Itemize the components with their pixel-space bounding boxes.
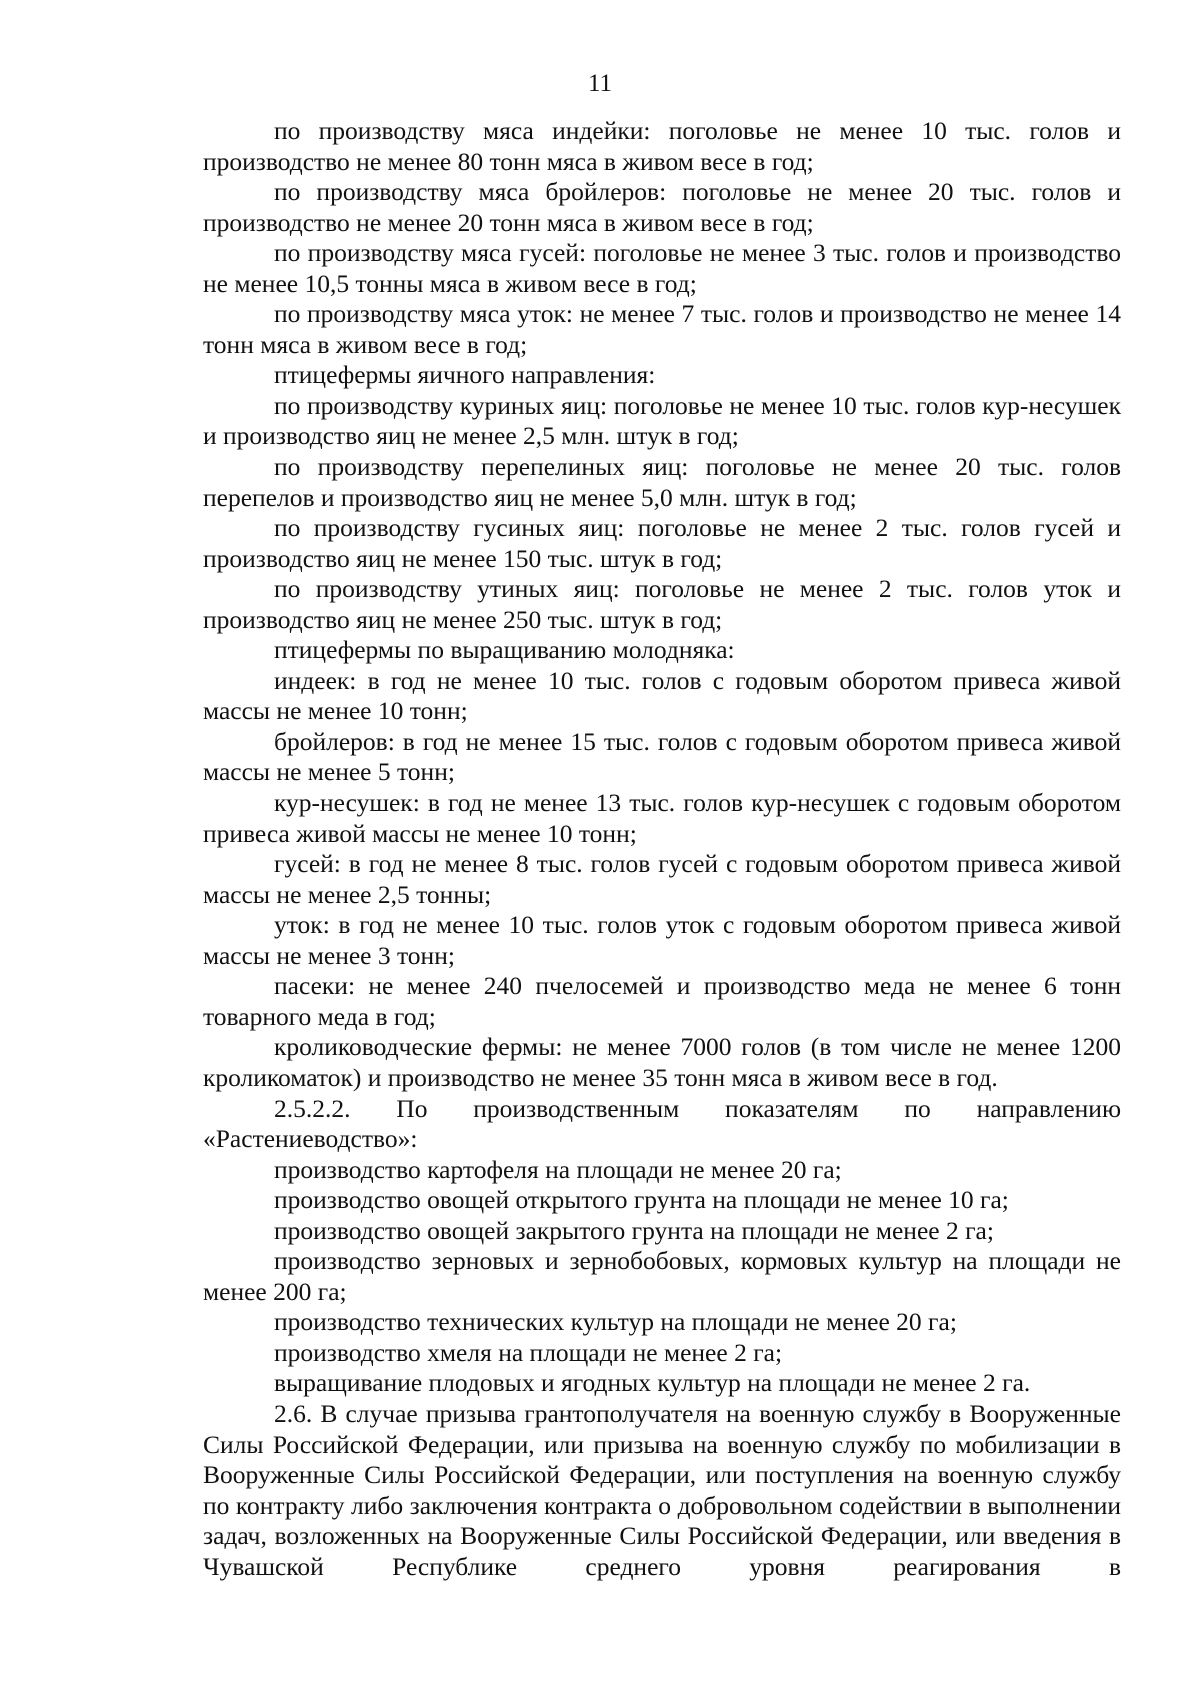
paragraph-rabbit-farms: кролиководческие фермы: не менее 7000 голов (в том числе не менее 1200 кроликоматок) и производство не менее 35 тонн мяса в живом весе в год.: [203, 1032, 1121, 1092]
paragraph-geese: гусей: в год не менее 8 тыс. голов гусей с годовым оборотом привеса живой массы не менее 2,5 тонны;: [203, 849, 1121, 909]
paragraph-grain-crops: производство зерновых и зернобобовых, кормовых культур на площади не менее 200 га;: [203, 1246, 1121, 1306]
paragraph-ducks: уток: в год не менее 10 тыс. голов уток с годовым оборотом привеса живой массы не менее 3 тонн;: [203, 910, 1121, 970]
paragraph-hops: производство хмеля на площади не менее 2 га;: [274, 1337, 783, 1367]
paragraph-quail-eggs: по производству перепелиных яиц: поголовье не менее 20 тыс. голов перепелов и производство яиц не менее 5,0 млн. штук в год;: [203, 452, 1121, 512]
paragraph-open-ground-vegetables: производство овощей открытого грунта на площади не менее 10 га;: [274, 1185, 1009, 1215]
paragraph-broilers: бройлеров: в год не менее 15 тыс. голов с годовым оборотом привеса живой массы не менее 5 тонн;: [203, 726, 1121, 787]
paragraph-turkeys: индеек: в год не менее 10 тыс. голов с годовым оборотом привеса живой массы не менее 10 тонн;: [203, 665, 1121, 726]
paragraph-section-2-6: 2.6. В случае призыва грантополучателя на военную службу в Вооруженные Силы Российской Федерации, или призыва на военную службу по мобилизации в Вооруженные Силы Российской Федерации, или поступления на военную службу по контракту либо заключения контракта о добровольном содействии в выполнении задач, возложенных на Вооруженные Силы Российской Федерации, или введения в Чувашской Республике среднего уровня реагирования в: [203, 1398, 1121, 1581]
paragraph-chicken-eggs: по производству куриных яиц: поголовье не менее 10 тыс. голов кур-несушек и производство яиц не менее 2,5 млн. штук в год;: [203, 390, 1121, 451]
paragraph-egg-farms-heading: птицефермы яичного направления:: [274, 360, 656, 390]
paragraph-broiler-meat: по производству мяса бройлеров: поголовье не менее 20 тыс. голов и производство не менее 20 тонн мяса в живом весе в год;: [203, 177, 1121, 237]
paragraph-turkey-meat: по производству мяса индейки: поголовье не менее 10 тыс. голов и производство не менее 80 тонн мяса в живом весе в год;: [203, 116, 1121, 176]
paragraph-fruit-berry-crops: выращивание плодовых и ягодных культур на площади не менее 2 га.: [274, 1368, 1031, 1398]
paragraph-potatoes: производство картофеля на площади не менее 20 га;: [274, 1154, 842, 1184]
paragraph-crop-production-heading: 2.5.2.2. По производственным показателям по направлению «Растениеводство»:: [203, 1093, 1121, 1154]
paragraph-young-stock-heading: птицефермы по выращиванию молодняка:: [274, 635, 735, 665]
paragraph-duck-meat: по производству мяса уток: не менее 7 тыс. голов и производство не менее 14 тонн мяса в живом весе в год;: [203, 299, 1121, 359]
paragraph-apiaries: пасеки: не менее 240 пчелосемей и производство меда не менее 6 тонн товарного меда в год;: [203, 971, 1121, 1031]
paragraph-goose-eggs: по производству гусиных яиц: поголовье не менее 2 тыс. голов гусей и производство яиц не менее 150 тыс. штук в год;: [203, 513, 1121, 573]
paragraph-industrial-crops: производство технических культур на площади не менее 20 га;: [274, 1307, 957, 1337]
paragraph-laying-hens: кур-несушек: в год не менее 13 тыс. голов кур-несушек с годовым оборотом привеса живой массы не менее 10 тонн;: [203, 788, 1121, 848]
page-number: 11: [587, 70, 613, 97]
paragraph-goose-meat: по производству мяса гусей: поголовье не менее 3 тыс. голов и производство не менее 10,5 тонны мяса в живом весе в год;: [203, 238, 1121, 298]
paragraph-greenhouse-vegetables: производство овощей закрытого грунта на площади не менее 2 га;: [274, 1215, 994, 1245]
paragraph-duck-eggs: по производству утиных яиц: поголовье не менее 2 тыс. голов уток и производство яиц не менее 250 тыс. штук в год;: [203, 574, 1121, 634]
document-body: [203, 116, 1121, 1582]
